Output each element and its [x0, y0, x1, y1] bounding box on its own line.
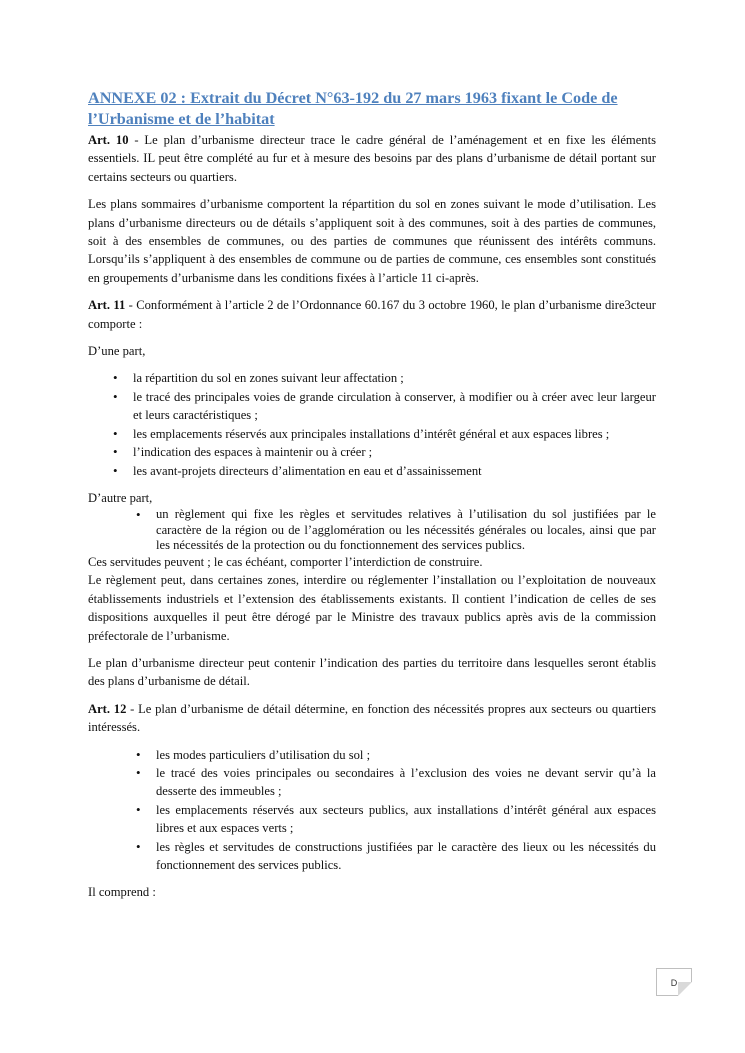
art11-part2: D’autre part, [88, 490, 153, 505]
art10-paragraph [88, 131, 656, 186]
list-item: • la répartition du sol en zones suivant leur affectation ; [133, 369, 656, 387]
comprend-line: Il comprend : [88, 885, 156, 900]
servitudes-line: Ces servitudes peuvent ; le cas échéant, comporter l’interdiction de construire. [88, 554, 483, 569]
list-item: • les règles et servitudes de constructions justifiées par le caractère des lieux ou les nécessités du fonctionnement des services publics. [156, 838, 656, 875]
art10-label: Art. 10 [88, 133, 129, 147]
list-item: • les modes particuliers d’utilisation du sol ; [156, 746, 656, 764]
annex-title: ANNEXE 02 : Extrait du Décret N°63-192 du 27 mars 1963 fixant le Code de l’Urbanisme et de l’habitat [88, 89, 618, 128]
art11-list-2 [156, 507, 656, 553]
art12-paragraph [88, 700, 656, 737]
art10-text: - Le plan d’urbanisme directeur trace le cadre général de l’aménagement et en fixe les éléments essentiels. IL peut être complété au fur et à mesure des besoins par des plans d’urbanisme de détail portant sur certains secteurs ou quartiers. [88, 133, 656, 184]
plan-paragraph: Le plan d’urbanisme directeur peut contenir l’indication des parties du territoire dans lesquelles seront établis des plans d’urbanisme de détail. [88, 655, 656, 689]
art11-paragraph [88, 296, 656, 333]
art10-paragraph-2: Les plans sommaires d’urbanisme comportent la répartition du sol en zones suivant le mode d’utilisation. Les plans d’urbanisme directeurs ou de détails s’appliquent soit à des communes, soit à des parties de communes, soit à des ensembles de communes, ou des parties de communes que réunissent des intérêts communs. Lorsqu’ils s’appliquent à des ensembles de commune ou de parties de commune, ces ensembles sont constitués en groupements d’urbanisme dans les conditions fixées à l’article 11 ci-après. [88, 197, 656, 285]
document-page [88, 88, 656, 911]
list-item: • le tracé des voies principales ou secondaires à l’exclusion des voies ne devant servir qu’à la desserte des immeubles ; [156, 764, 656, 801]
art11-label: Art. 11 [88, 298, 126, 313]
page-marker: D [656, 968, 692, 996]
reglement-paragraph: Le règlement peut, dans certaines zones, interdire ou réglementer l’installation ou l’exploitation de nouveaux établissements industriels et l’extension des établissements existants. Il contient l’indication de celles de ses dispositions auxquelles il peut être dérogé par le Ministre des travaux publics après avis de la commission préfectorale de l’urbanisme. [88, 573, 656, 643]
art12-list [156, 746, 656, 875]
art11-list-1 [133, 369, 656, 479]
art12-intro: - Le plan d’urbanisme de détail détermine, en fonction des nécessités propres aux secteurs ou quartiers intéressés. [88, 701, 656, 735]
list-item: • les avant-projets directeurs d’alimentation en eau et d’assainissement [133, 462, 656, 480]
list-item: • les emplacements réservés aux secteurs publics, aux installations d’intérêt général aux espaces libres et aux espaces verts ; [156, 801, 656, 838]
list-item: • le tracé des principales voies de grande circulation à conserver, à modifier ou à créer avec leur largeur et leurs caractéristiques ; [133, 388, 656, 425]
list-item: • l’indication des espaces à maintenir ou à créer ; [133, 443, 656, 461]
list-item: • les emplacements réservés aux principales installations d’intérêt général et aux espaces libres ; [133, 425, 656, 443]
art11-part1: D’une part, [88, 344, 146, 359]
list-item: • un règlement qui fixe les règles et servitudes relatives à l’utilisation du sol justifiées par le caractère de la région ou de l’agglomération ou les nécessités générales ou locales, ainsi que par les nécessités de la protection ou du fonctionnement des services publics. [156, 507, 656, 553]
art11-intro: - Conformément à l’article 2 de l’Ordonnance 60.167 du 3 octobre 1960, le plan d’urbanisme dire3cteur comporte : [88, 298, 656, 331]
art12-label: Art. 12 [88, 701, 127, 716]
